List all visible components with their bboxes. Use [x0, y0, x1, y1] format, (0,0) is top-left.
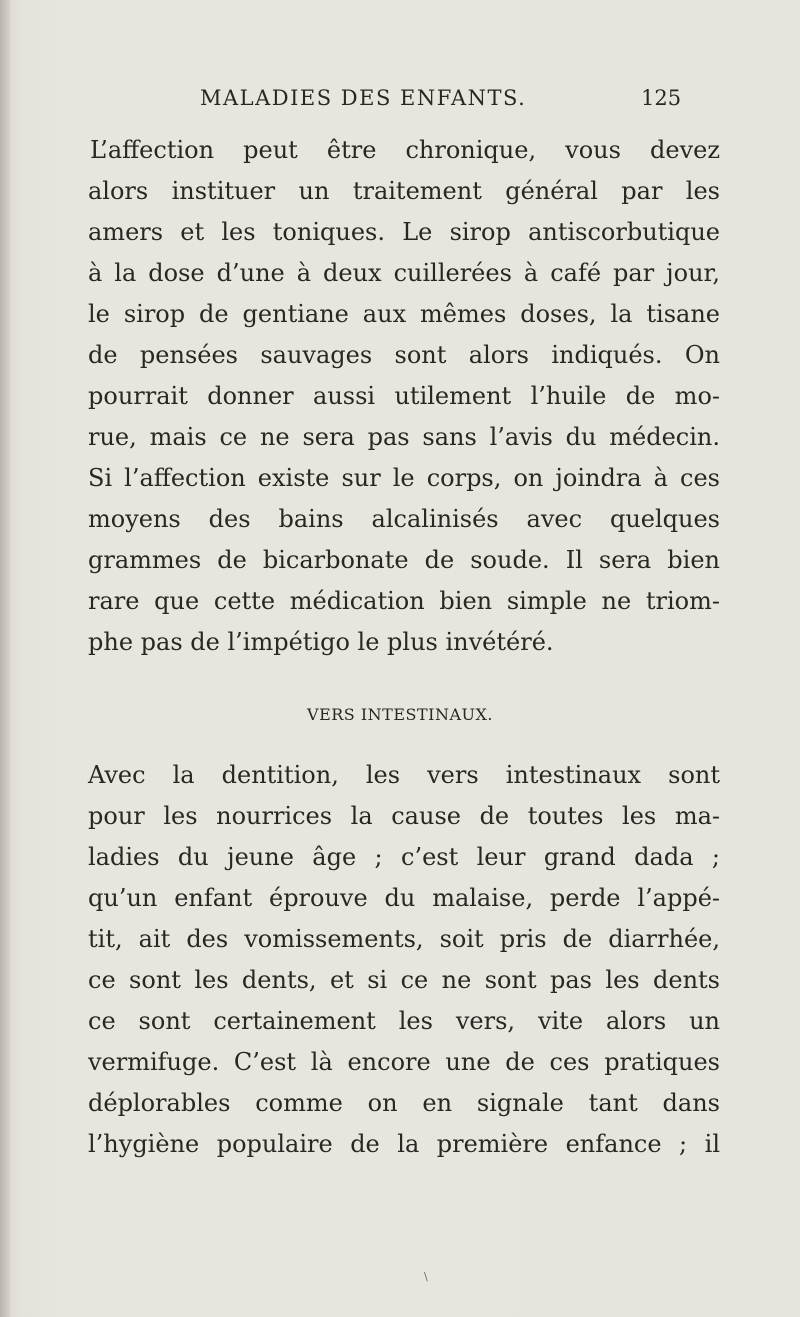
text-line: amers et les toniques. Le sirop antiscorbutique [88, 218, 720, 246]
text-line: grammes de bicarbonate de soude. Il sera bien [88, 546, 720, 574]
text-line: alors instituer un traitement général par les [88, 177, 720, 205]
section-heading: VERS INTESTINAUX. [307, 705, 493, 724]
text-line: rare que cette médication bien simple ne triom- [88, 587, 720, 615]
text-line: pour les nourrices la cause de toutes les ma- [88, 802, 720, 830]
stray-mark: \ [424, 1270, 428, 1283]
page-number: 125 [641, 86, 682, 110]
text-line: qu’un enfant éprouve du malaise, perde l’appé- [88, 884, 720, 912]
running-head [0, 80, 800, 116]
text-line: de pensées sauvages sont alors indiqués. On [88, 341, 720, 369]
text-line: moyens des bains alcalinisés avec quelques [88, 505, 720, 533]
text-line: phe pas de l’impétigo le plus invétéré. [88, 628, 554, 656]
text-line: à la dose d’une à deux cuillerées à café par jour, [88, 259, 720, 287]
text-line: L’affection peut être chronique, vous devez [90, 136, 720, 164]
text-line: tit, ait des vomissements, soit pris de diarrhée, [88, 925, 720, 953]
text-line: déplorables comme on en signale tant dans [88, 1089, 720, 1117]
paragraph-intestinal-worms [88, 755, 720, 1165]
text-line: Avec la dentition, les vers intestinaux sont [88, 761, 720, 789]
text-line: le sirop de gentiane aux mêmes doses, la tisane [88, 300, 720, 328]
running-title: MALADIES DES ENFANTS. [200, 86, 527, 110]
text-line: ce sont certainement les vers, vite alors un [88, 1007, 720, 1035]
text-line: ladies du jeune âge ; c’est leur grand dada ; [88, 843, 720, 871]
text-line: pourrait donner aussi utilement l’huile de mo- [88, 382, 720, 410]
text-line: Si l’affection existe sur le corps, on joindra à ces [88, 464, 720, 492]
binding-edge [0, 0, 10, 1317]
text-line: rue, mais ce ne sera pas sans l’avis du médecin. [88, 423, 720, 451]
text-line: l’hygiène populaire de la première enfance ; il [88, 1130, 720, 1158]
text-line: ce sont les dents, et si ce ne sont pas les dents [88, 966, 720, 994]
text-line: vermifuge. C’est là encore une de ces pratiques [88, 1048, 720, 1076]
paragraph-affection-treatment [88, 130, 720, 663]
